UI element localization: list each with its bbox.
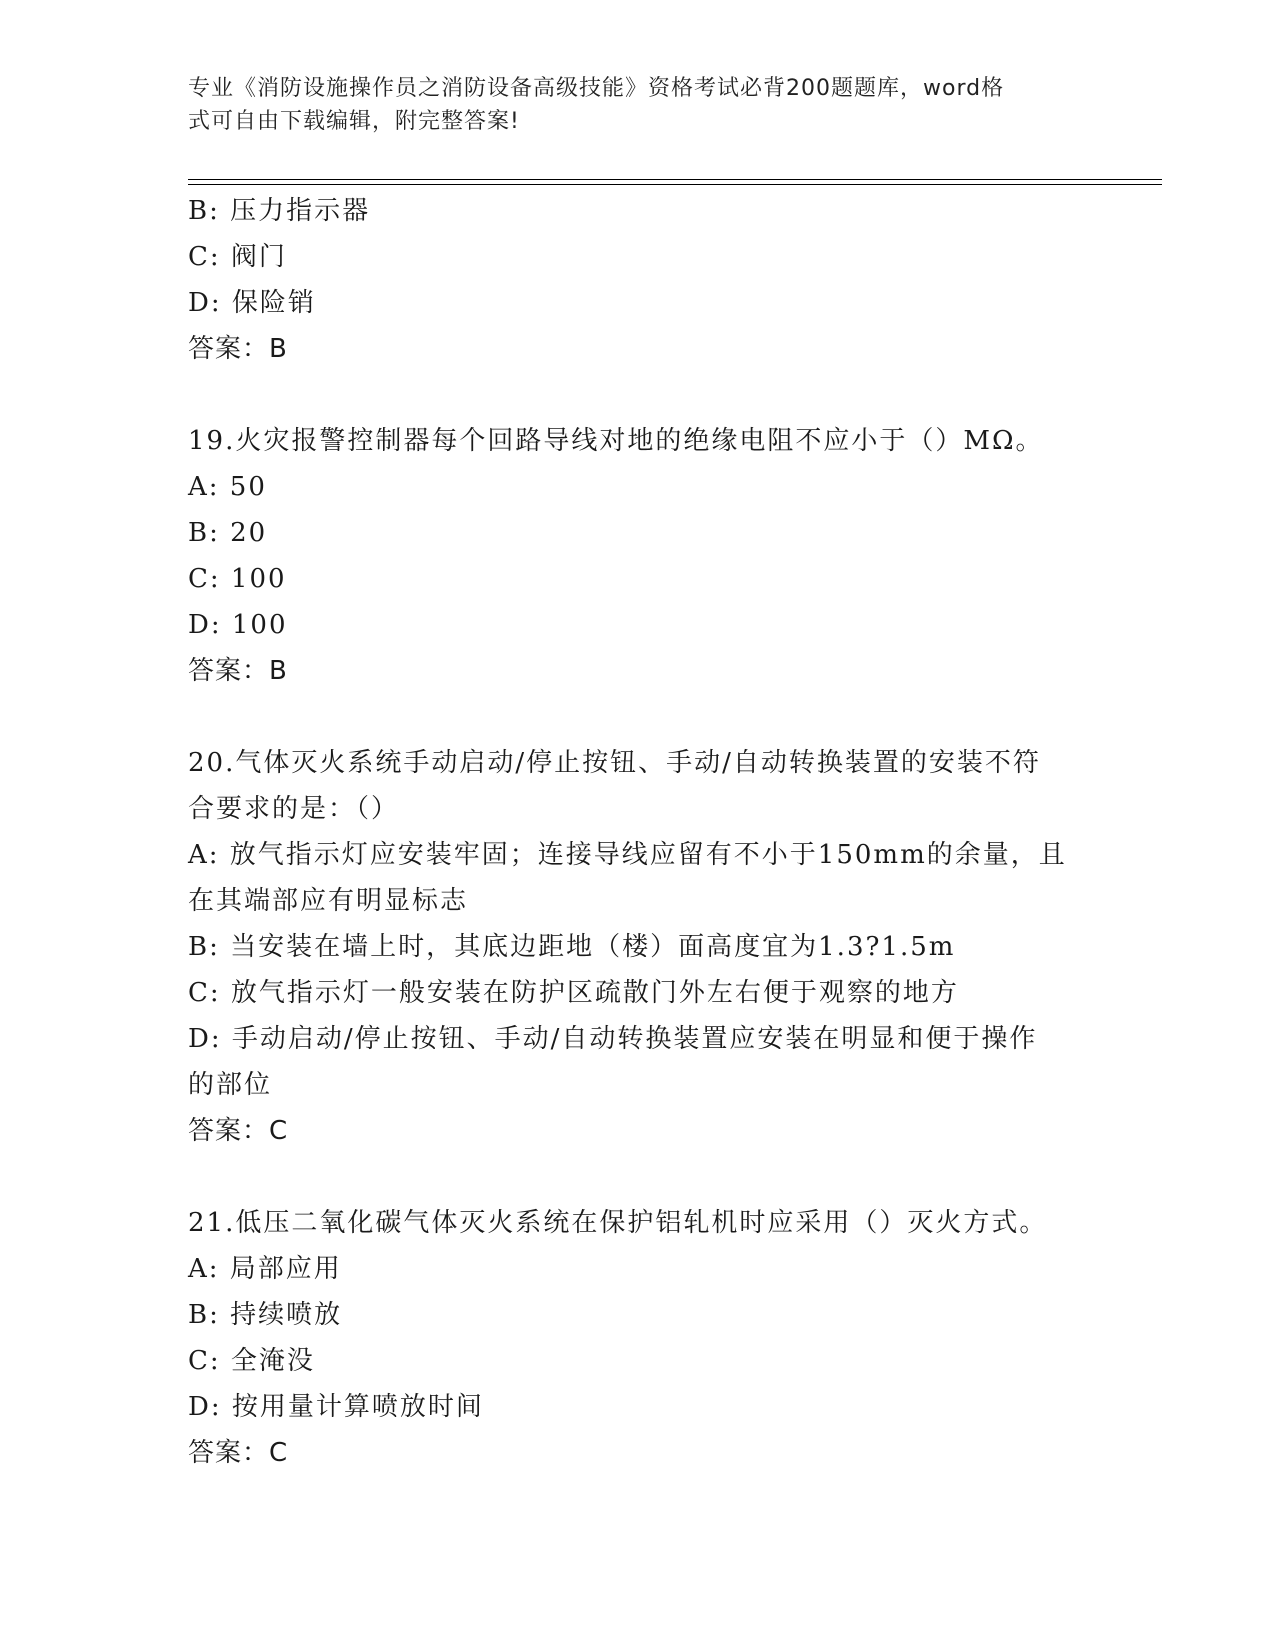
question-text: 21.低压二氧化碳气体灭火系统在保护铝轧机时应采用（）灭火方式。 [188,1208,1048,1238]
answer: 答案：B [188,334,288,364]
question-list [188,188,1088,1522]
option-d-line-2: 的部位 [188,1070,273,1100]
option-a-line-2: 在其端部应有明显标志 [188,886,469,916]
question-21-block [188,1200,1088,1476]
option-b: B: 持续喷放 [188,1300,343,1330]
option-c: C: 100 [188,564,287,594]
option-b: B: 20 [188,518,268,548]
option-d-line-1: D: 手动启动/停止按钮、手动/自动转换装置应安装在明显和便于操作 [188,1024,1038,1054]
option-d: D: 保险销 [188,288,316,318]
question-18-block [188,188,1088,372]
option-d: D: 100 [188,610,288,640]
header-line-1: 专业《消防设施操作员之消防设备高级技能》资格考试必背200题题库，word格 [188,76,1005,101]
header-rule-bottom [188,184,1162,185]
option-b: B: 压力指示器 [188,196,371,226]
answer: 答案：B [188,656,288,686]
question-text-line-2: 合要求的是：（） [188,794,400,824]
question-text-line-1: 20.气体灭火系统手动启动/停止按钮、手动/自动转换装置的安装不符 [188,748,1041,778]
option-a-line-1: A: 放气指示灯应安装牢固；连接导线应留有不小于150mm的余量，且 [188,840,1067,870]
header-line-2: 式可自由下载编辑，附完整答案! [188,109,520,134]
answer: 答案：C [188,1116,289,1146]
answer: 答案：C [188,1438,289,1468]
document-header [188,72,1078,138]
option-b: B: 当安装在墙上时，其底边距地（楼）面高度宜为1.3?1.5m [188,932,956,962]
option-c: C: 阀门 [188,242,287,272]
question-20-block [188,740,1088,1154]
option-d: D: 按用量计算喷放时间 [188,1392,484,1422]
option-c: C: 全淹没 [188,1346,315,1376]
question-19-block [188,418,1088,694]
option-a: A: 局部应用 [188,1254,342,1284]
header-rule-top [188,179,1162,180]
question-text: 19.火灾报警控制器每个回路导线对地的绝缘电阻不应小于（）MΩ。 [188,426,1044,456]
option-c: C: 放气指示灯一般安装在防护区疏散门外左右便于观察的地方 [188,978,959,1008]
option-a: A: 50 [188,472,267,502]
